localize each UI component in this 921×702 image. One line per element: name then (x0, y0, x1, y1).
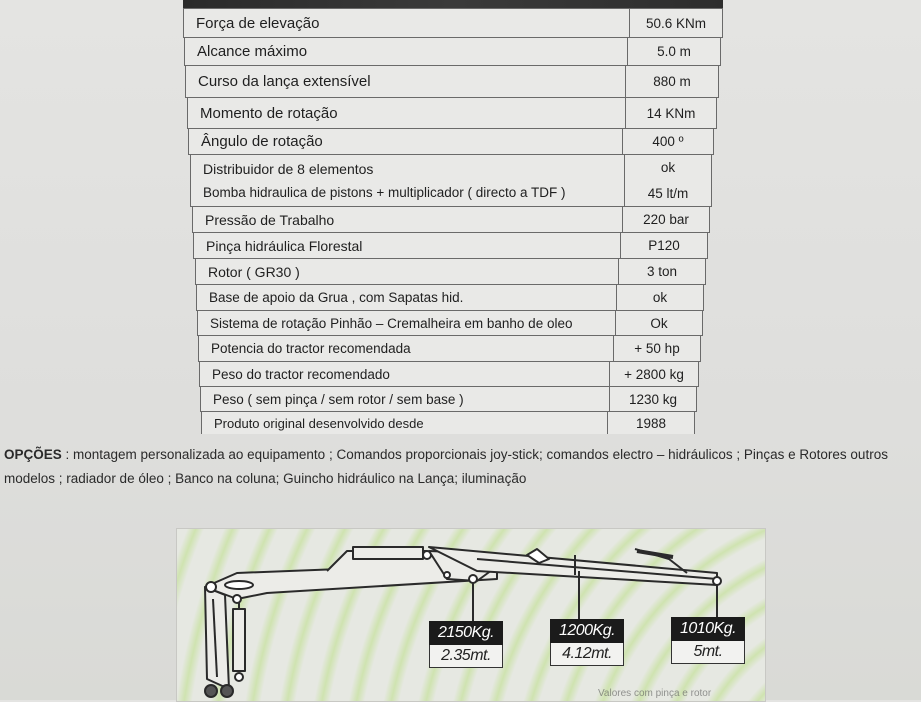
row-value: 5.0 m (657, 44, 691, 59)
row-label: Bomba hidraulica de pistons + multiplicador ( directo a TDF ) (203, 185, 566, 200)
options-text: : montagem personalizada ao equipamento ; Comandos proporcionais joy-stick; comandos electro – hidráulicos ; Pinças e Rotores outros modelos ; radiador de óleo ; Banco na coluna; Guincho hidráulico na Lança; iluminação (4, 447, 888, 486)
table-row (187, 98, 717, 129)
row-label: Curso da lança extensível (186, 66, 626, 97)
table-row (183, 8, 723, 38)
row-value: 14 KNm (646, 105, 696, 121)
row-label: Produto original desenvolvido desde (202, 412, 608, 434)
row-value: 1988 (635, 415, 667, 431)
row-label: Pressão de Trabalho (193, 207, 623, 232)
row-value: 220 bar (643, 212, 689, 227)
load-point-1 (429, 621, 503, 668)
row-label: Sistema de rotação Pinhão – Cremalheira em banho de oleo (198, 311, 616, 335)
row-label: Força de elevação (184, 9, 630, 37)
table-row (185, 66, 719, 98)
row-label-pair (191, 155, 625, 206)
table-row (200, 387, 697, 412)
row-label: Alcance máximo (185, 38, 628, 65)
row-label: Pinça hidráulica Florestal (194, 233, 621, 258)
table-row (192, 207, 710, 233)
reach-value: 5mt. (671, 641, 745, 664)
row-value: 880 m (653, 74, 691, 89)
table-row (196, 285, 704, 311)
row-value: 400 º (652, 134, 684, 149)
diagram-footnote: Valores com pinça e rotor (598, 688, 712, 699)
row-value: 1230 kg (628, 391, 678, 407)
load-value: 1010Kg. (671, 617, 745, 641)
table-row (193, 233, 708, 259)
load-value: 1200Kg. (550, 619, 624, 643)
row-label: Distribuidor de 8 elementos (203, 161, 374, 177)
row-value: 3 ton (646, 264, 678, 279)
row-label: Momento de rotação (188, 98, 626, 128)
row-value: + 2800 kg (624, 366, 684, 382)
table-row (188, 129, 714, 155)
crane-load-diagram (176, 528, 766, 702)
table-row-double (190, 155, 712, 207)
row-label: Rotor ( GR30 ) (196, 259, 619, 284)
row-value: ok (660, 160, 676, 176)
table-row (197, 311, 703, 336)
table-row (195, 259, 706, 285)
load-point-3 (671, 617, 745, 664)
table-top-bar (183, 0, 723, 8)
row-label: Peso do tractor recomendado (200, 362, 610, 386)
spec-table (0, 8, 921, 438)
table-row (184, 38, 721, 66)
reach-value: 2.35mt. (429, 645, 503, 668)
row-value: 45 lt/m (647, 185, 689, 201)
row-label: Peso ( sem pinça / sem rotor / sem base ) (201, 387, 610, 411)
load-point-2 (550, 619, 624, 666)
row-label: Ângulo de rotação (189, 129, 623, 154)
crane-illustration-icon (177, 529, 765, 701)
row-value: + 50 hp (634, 341, 680, 356)
row-value: 50.6 KNm (645, 15, 707, 31)
load-value: 2150Kg. (429, 621, 503, 645)
row-label: Base de apoio da Grua , com Sapatas hid. (197, 285, 617, 310)
table-row (198, 336, 701, 362)
reach-value: 4.12mt. (550, 643, 624, 666)
row-value-pair (625, 155, 711, 206)
table-row (201, 412, 695, 434)
row-value: ok (652, 290, 668, 305)
row-value: Ok (650, 315, 668, 331)
table-row (199, 362, 699, 387)
row-value: P120 (648, 238, 680, 253)
options-heading: OPÇÕES (4, 447, 62, 462)
options-paragraph (4, 443, 919, 491)
row-label: Potencia do tractor recomendada (199, 336, 614, 361)
